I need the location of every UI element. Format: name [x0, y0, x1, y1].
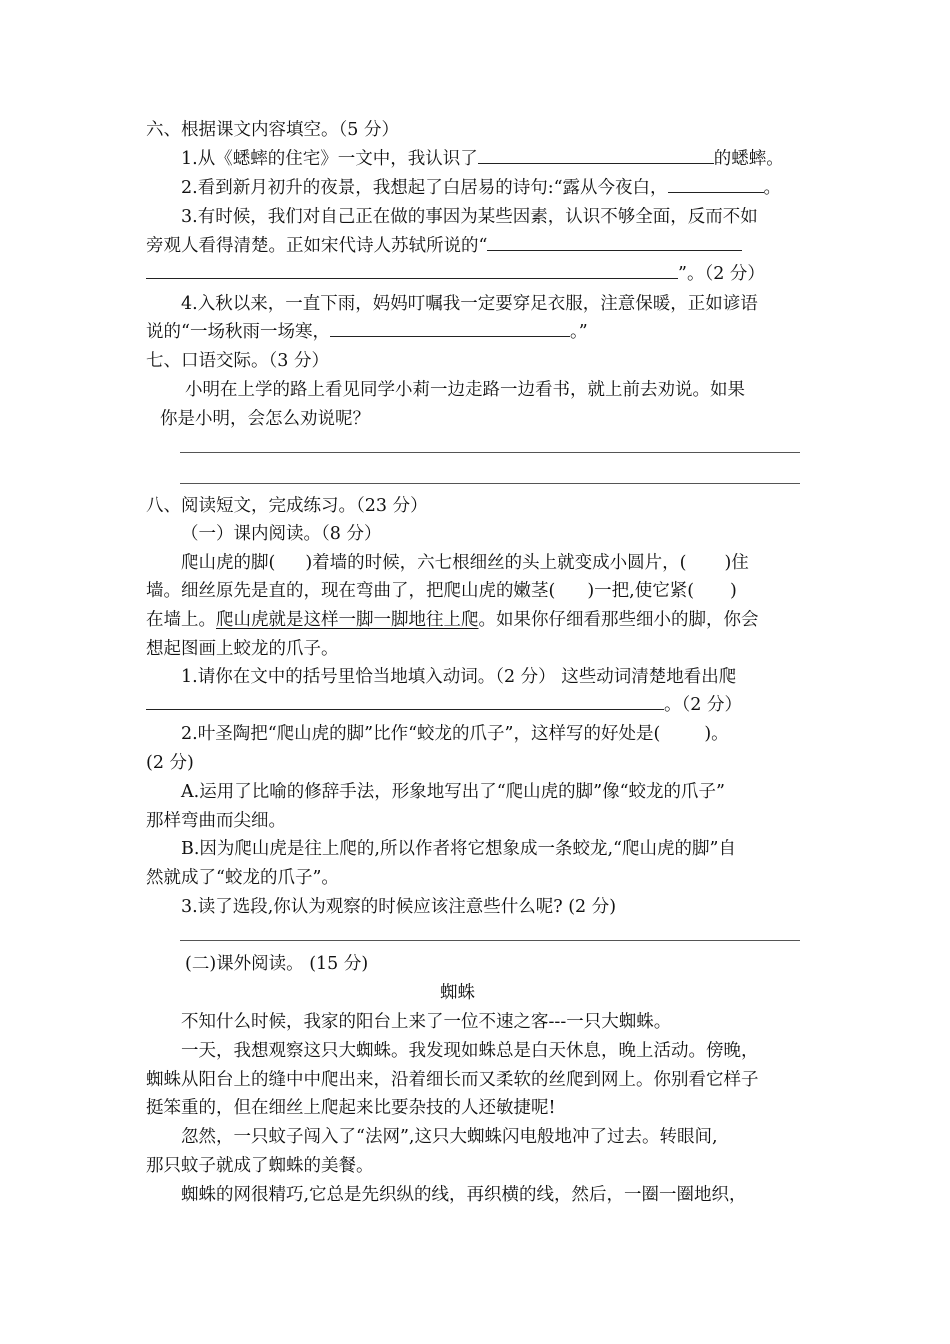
section-6-title: 六、根据课文内容填空。（5 分）: [146, 120, 399, 140]
passage-2-heading: 蜘蛛: [440, 983, 475, 1003]
passage-text: ): [730, 581, 737, 601]
s7-prompt-line-2: 你是小明，会怎么劝说呢？: [160, 409, 370, 429]
passage-2-para-2-line-1: 一天，我想观察这只大蜘蛛。我发现如蛛总是白天休息，晚上活动。傍晚，: [181, 1041, 759, 1061]
passage-text: 在墙上。: [146, 610, 216, 630]
p1-question-2-line-1: [181, 722, 729, 746]
s6-q4-answer-blank[interactable]: [330, 320, 570, 337]
s7-answer-line-1[interactable]: [180, 452, 800, 453]
s6-question-1: [181, 147, 784, 171]
option-a-line-1: A.运用了比喻的修辞手法，形象地写出了“爬山虎的脚”像“蛟龙的爪子”: [181, 782, 725, 802]
passage-1-line-1: [181, 551, 749, 575]
s6-q4-text: 说的“一场秋雨一场寒，: [146, 322, 330, 342]
passage-text: 。如果你仔细看那些细小的脚，你会: [478, 610, 759, 630]
p1-q1-score: 。（2 分）: [664, 695, 742, 715]
s6-q1-text-end: 的蟋蟀。: [713, 149, 784, 169]
s6-q3-answer-blank-2[interactable]: [146, 262, 678, 279]
s6-q3-line-1: 3.有时候，我们对自己正在做的事因为某些因素，认识不够全面，反而不如: [181, 207, 758, 227]
passage-2-para-4-line-1: 蜘蛛的网很精巧,它总是先织纵的线，再织横的线，然后，一圈一圈地织，: [181, 1185, 747, 1205]
passage-1-line-4: 想起图画上蛟龙的爪子。: [146, 639, 339, 659]
passage-text: )住: [724, 553, 749, 573]
s6-q3-line-3: [146, 262, 765, 286]
p1-question-1-line-1: 1.请你在文中的括号里恰当地填入动词。（2 分） 这些动词清楚地看出爬: [181, 667, 737, 687]
s6-q1-answer-blank[interactable]: [478, 147, 714, 164]
passage-1-line-2: [146, 579, 737, 603]
s6-q1-text: 1.从《蟋蟀的住宅》一文中，我认识了: [181, 149, 478, 169]
s6-q4-line-2: [146, 320, 588, 344]
passage-1-line-3: [146, 608, 759, 632]
option-b-line-2: 然就成了“蛟龙的爪子”。: [146, 868, 339, 888]
passage-text: )一把,使它紧(: [587, 581, 695, 601]
s6-q4-line-1: 4.入秋以来，一直下雨，妈妈叮嘱我一定要穿足衣服，注意保暖，正如谚语: [181, 294, 758, 314]
passage-2-para-3-line-2: 那只蚊子就成了蜘蛛的美餐。: [146, 1156, 374, 1176]
section-7-title: 七、口语交际。（3 分）: [146, 351, 329, 371]
p1-question-3: 3.读了选段,你认为观察的时候应该注意些什么呢? (2 分): [181, 897, 617, 917]
s6-q2-text: 2.看到新月初升的夜景，我想起了白居易的诗句:“露从今夜白，: [181, 178, 668, 198]
passage-text: )着墙的时候，六七根细丝的头上就变成小圆片，(: [305, 553, 687, 573]
p1-question-2-line-2: (2 分): [146, 753, 194, 773]
s6-q3-answer-blank-1[interactable]: [487, 234, 742, 251]
p1-q2-text: 2.叶圣陶把“爬山虎的脚”比作“蛟龙的爪子”，这样写的好处是(: [181, 724, 661, 744]
s6-q3-line-2: [146, 234, 742, 258]
option-b-line-1: B.因为爬山虎是往上爬的,所以作者将它想象成一条蛟龙,“爬山虎的脚”自: [181, 839, 736, 859]
s6-q2-text-end: 。: [763, 178, 782, 198]
s6-q4-text-end: 。”: [569, 322, 588, 342]
underlined-sentence: 爬山虎就是这样一脚一脚地往上爬: [216, 610, 479, 630]
s8-part-2-title: (二)课外阅读。 (15 分): [185, 954, 369, 974]
s7-answer-line-2[interactable]: [180, 483, 800, 484]
option-a-line-2: 那样弯曲而尖细。: [146, 811, 286, 831]
passage-2-para-2-line-3: 挺笨重的，但在细丝上爬起来比要杂技的人还敏捷呢!: [146, 1098, 556, 1118]
p1-question-1-line-2: [146, 693, 742, 717]
s6-question-2: [181, 176, 781, 200]
passage-text: 墙。细丝原先是直的，现在弯曲了，把爬山虎的嫩茎(: [146, 581, 556, 601]
s6-q3-text: 旁观人看得清楚。正如宋代诗人苏轼所说的“: [146, 236, 488, 256]
p1-q2-text-end: )。: [704, 724, 729, 744]
s7-prompt-line-1: 小明在上学的路上看见同学小莉一边走路一边看书，就上前去劝说。如果: [185, 380, 745, 400]
passage-2-para-1: 不知什么时候，我家的阳台上来了一位不速之客---一只大蜘蛛。: [181, 1012, 672, 1032]
passage-2-para-3-line-1: 忽然，一只蚊子闯入了“法网”,这只大蜘蛛闪电般地冲了过去。转眼间,: [181, 1127, 718, 1147]
section-8-title: 八、阅读短文，完成练习。（23 分）: [146, 496, 428, 516]
passage-text: 爬山虎的脚(: [181, 553, 276, 573]
s8-part-1-title: （一）课内阅读。（8 分）: [181, 524, 382, 544]
p1-q3-answer-line[interactable]: [180, 940, 800, 941]
s6-q3-text-end: ”。（2 分）: [678, 264, 765, 284]
p1-q1-answer-blank[interactable]: [146, 693, 664, 710]
passage-2-para-2-line-2: 蜘蛛从阳台上的缝中中爬出来，沿着细长而又柔软的丝爬到网上。你别看它样子: [146, 1070, 759, 1090]
s6-q2-answer-blank[interactable]: [668, 176, 764, 193]
